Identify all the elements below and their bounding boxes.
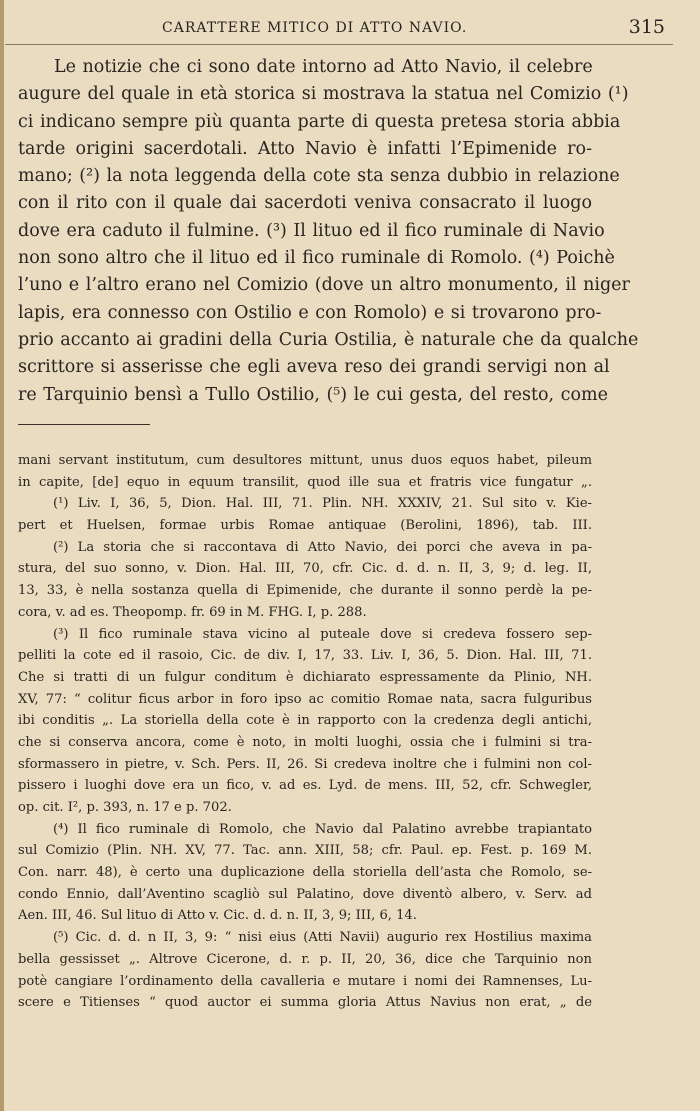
header-rule (5, 44, 673, 45)
main-line: con il rito con il quale dai sacerdoti veniva consacrato il luogo (18, 193, 592, 214)
footnote-line: bella gessisset „. Altrove Cicerone, d. r. p. II, 20, 36, dice che Tarquinio non (18, 951, 592, 967)
footnote-line: Aen. III, 46. Sul lituo di Atto v. Cic. d. d. n. II, 3, 9; III, 6, 14. (18, 908, 417, 924)
footnote-5-start: (⁵) Cic. d. d. n II, 3, 9: “ nisi eius (Atti Navii) augurio rex Hostilius maxima (53, 930, 592, 946)
footnote-line: Che si tratti di un fulgur conditum è dichiarato espressamente da Plinio, NH. (18, 669, 592, 685)
footnote-3-start: (³) Il fico ruminale stava vicino al puteale dove si credeva fossero sep- (53, 626, 592, 642)
footnote-line: pert et Huelsen, formae urbis Romae antiquae (Berolini, 1896), tab. III. (18, 518, 592, 534)
footnote-line: op. cit. I², p. 393, n. 17 e p. 702. (18, 800, 232, 815)
footnote-line: pelliti la cote ed il rasoio, Cic. de div. I, 17, 33. Liv. I, 36, 5. Dion. Hal. III, 71. (18, 648, 592, 664)
main-line: ci indicano sempre più quanta parte di questa pretesa storia abbia (18, 111, 621, 132)
main-line: augure del quale in età storica si mostrava la statua nel Comizio (¹) (18, 84, 629, 105)
footnote-line: scere e Titienses “ quod auctor ei summa gloria Attus Navius non erat, „ de (18, 995, 592, 1011)
footnote-line: 13, 33, è nella sostanza quella di Epimenide, che durante il sonno perdè la pe- (18, 583, 592, 599)
footnote-line: sformassero in pietre, v. Sch. Pers. II, 26. Si credeva inoltre che i fulmini non col- (18, 756, 592, 772)
footnote-line: in capite, [de] equo in equum transilit, quod ille sua et fratris vice fungatur „. (18, 474, 592, 490)
footnote-line: sul Comizio (Plin. NH. XV, 77. Tac. ann. XIII, 58; cfr. Paul. ep. Fest. p. 169 M. (18, 843, 592, 859)
main-line: scrittore si asserisse che egli aveva reso dei grandi servigi non al (18, 357, 610, 378)
footnote-4-start: (⁴) Il fico ruminale di Romolo, che Navio dal Palatino avrebbe trapiantato (53, 821, 592, 837)
footnote-line: stura, del suo sonno, v. Dion. Hal. III, 70, cfr. Cic. d. d. n. II, 3, 9; d. leg. II, (18, 561, 592, 577)
main-line: lapis, era connesso con Ostilio e con Romolo) e si trovarono pro- (18, 302, 602, 323)
main-line: tarde origini sacerdotali. Atto Navio è infatti l’Epimenide ro- (18, 138, 592, 159)
footnote-line: ibi conditis „. La storiella della cote è in rapporto con la credenza degli antichi, (18, 713, 592, 729)
footnote-line: mani servant institutum, cum desultores mittunt, unus duos equos habet, pileum (18, 453, 592, 468)
footnote-line: Con. narr. 48), è certo una duplicazione della storiella dell’asta che Romolo, se- (18, 865, 592, 881)
main-line: mano; (²) la nota leggenda della cote sta senza dubbio in relazione (18, 166, 620, 187)
footnote-2-start: (²) La storia che si raccontava di Atto Navio, dei porci che aveva in pa- (53, 539, 592, 555)
main-line: l’uno e l’altro erano nel Comizio (dove un altro monumento, il niger (18, 275, 630, 296)
main-text (18, 54, 639, 409)
footnote-line: cora, v. ad es. Theopomp. fr. 69 in M. FHG. I, p. 288. (18, 604, 367, 620)
page-number: 315 (628, 16, 665, 38)
footnote-separator (18, 424, 150, 425)
footnote-line: pissero i luoghi dove era un fico, v. ad es. Lyd. de mens. III, 52, cfr. Schwegler, (18, 778, 592, 794)
main-line: prio accanto ai gradini della Curia Ostilia, è naturale che da qualche (18, 329, 639, 350)
footnote-line: condo Ennio, dall’Aventino scagliò sul Palatino, dove diventò albero, v. Serv. ad (18, 886, 592, 902)
main-line: Le notizie che ci sono date intorno ad Atto Navio, il celebre (54, 57, 593, 77)
main-line: re Tarquinio bensì a Tullo Ostilio, (⁵) le cui gesta, del resto, come (18, 384, 608, 405)
running-header (20, 16, 665, 42)
page-edge (0, 0, 4, 1111)
running-title: CARATTERE MITICO DI ATTO NAVIO. (162, 20, 468, 36)
footnote-1-start: (¹) Liv. I, 36, 5, Dion. Hal. III, 71. Plin. NH. XXXIV, 21. Sul sito v. Kie- (53, 496, 592, 512)
footnotes (18, 450, 592, 1014)
main-line: dove era caduto il fulmine. (³) Il lituo ed il fico ruminale di Navio (18, 220, 605, 241)
footnote-line: XV, 77: “ colitur ficus arbor in foro ipso ac comitio Romae nata, sacra fulguribus (18, 691, 592, 707)
footnote-line: potè cangiare l’ordinamento della cavalleria e mutare i nomi dei Ramnenses, Lu- (18, 973, 592, 989)
main-line: non sono altro che il lituo ed il fico ruminale di Romolo. (⁴) Poichè (18, 248, 615, 269)
footnote-line: che si conserva ancora, come è noto, in molti luoghi, ossia che i fulmini si tra- (18, 734, 592, 750)
